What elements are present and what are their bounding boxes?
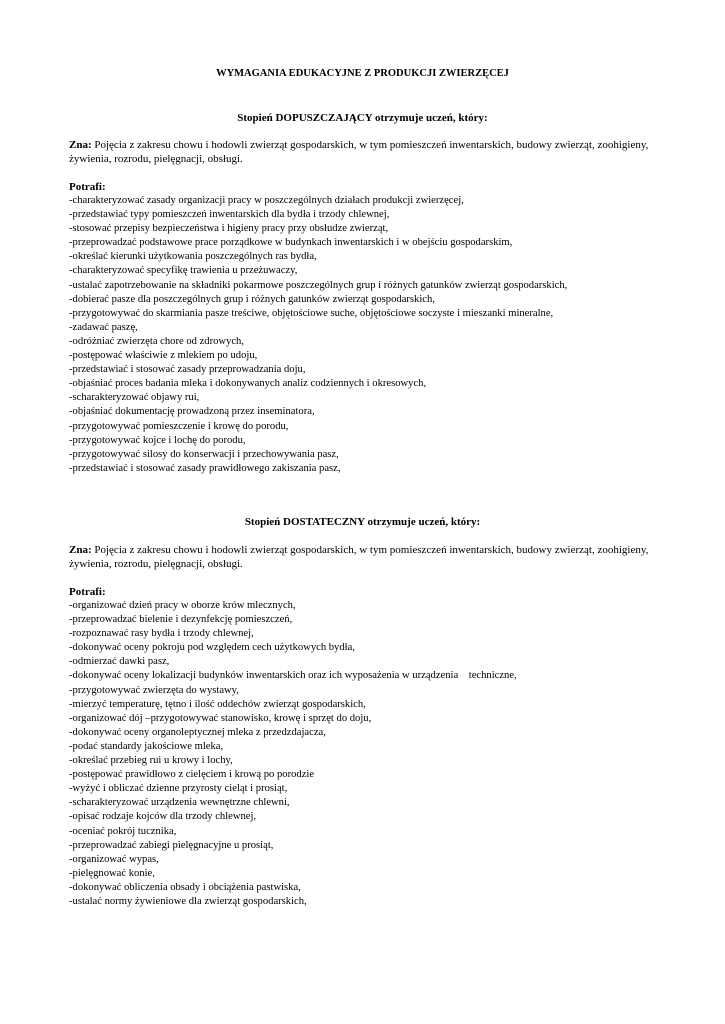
list-item: -określać przebieg rui u krowy i lochy, [69, 755, 233, 767]
list-item: -scharakteryzować objawy rui, [69, 392, 200, 404]
section-heading-dostateczny: Stopień DOSTATECZNY otrzymuje uczeń, który: [244, 516, 481, 528]
potrafi-label-dopuszczajacy: Potrafi: [69, 181, 106, 193]
list-item: -przeprowadzać bielenie i dezynfekcję pomieszczeń, [69, 614, 293, 626]
zna-paragraph-dostateczny [69, 543, 669, 571]
document-title: WYMAGANIA EDUKACYJNE Z PRODUKCJI ZWIERZĘCEJ [216, 68, 509, 79]
list-item: -przygotowywać zwierzęta do wystawy, [69, 684, 239, 696]
list-item: -mierzyć temperaturę, tętno i ilość oddechów zwierząt gospodarskich, [69, 698, 366, 710]
list-item: -przygotowywać pomieszczenie i krowę do porodu, [69, 420, 289, 432]
zna-text: Pojęcia z zakresu chowu i hodowli zwierząt gospodarskich, w tym pomieszczeń inwentarskich, budowy zwierząt, zoohigieny, żywienia, rozrodu, pielęgnacji, obsługi. [69, 544, 649, 570]
section-heading-dopuszczajacy: Stopień DOPUSZCZAJĄCY otrzymuje uczeń, który: [237, 112, 488, 124]
potrafi-label-dostateczny: Potrafi: [69, 586, 106, 598]
list-item: -przeprowadzać podstawowe prace porządkowe w budynkach inwentarskich i w obejściu gospodarskim, [69, 237, 513, 249]
list-item: -pielęgnować konie, [69, 867, 155, 879]
list-item: -dokonywać obliczenia obsady i obciążenia pastwiska, [69, 881, 301, 893]
list-item: -podać standardy jakościowe mleka, [69, 740, 224, 752]
list-item: -określać kierunki użytkowania poszczególnych ras bydła, [69, 251, 317, 263]
list-item: -ustalać normy żywieniowe dla zwierząt gospodarskich, [69, 895, 307, 907]
zna-paragraph-dopuszczajacy [69, 138, 669, 166]
zna-text: Pojęcia z zakresu chowu i hodowli zwierząt gospodarskich, w tym pomieszczeń inwentarskich, budowy zwierząt, zoohigieny, żywienia, rozrodu, pielęgnacji, obsługi. [69, 139, 649, 165]
list-item: -organizować dój –przygotowywać stanowisko, krowę i sprzęt do doju, [69, 712, 372, 724]
list-item: -opisać rodzaje kojców dla trzody chlewnej, [69, 811, 257, 823]
list-item: -przedstawiać typy pomieszczeń inwentarskich dla bydła i trzody chlewnej, [69, 209, 390, 221]
list-item: -dokonywać oceny pokroju pod względem cech użytkowych bydła, [69, 642, 355, 654]
list-item: -dokonywać oceny organoleptycznej mleka z przedzdajacza, [69, 726, 326, 738]
list-item: -charakteryzować zasady organizacji pracy w poszczególnych działach produkcji zwierzęcej, [69, 195, 464, 206]
list-item: -przygotowywać silosy do konserwacji i przechowywania pasz, [69, 448, 339, 460]
list-item: -charakteryzować specyfikę trawienia u przeżuwaczy, [69, 265, 298, 277]
list-item: -postępować właściwie z mlekiem po udoju, [69, 350, 258, 362]
list-item: -zadawać paszę, [69, 321, 138, 333]
list-item: -scharakteryzować urządzenia wewnętrzne chlewni, [69, 797, 290, 809]
list-item: -dokonywać oceny lokalizacji budynków inwentarskich oraz ich wyposażenia w urządzenia techniczne, [69, 670, 517, 682]
list-item: -stosować przepisy bezpieczeństwa i higieny pracy przy obsłudze zwierząt, [69, 223, 389, 235]
list-item: -postępować prawidłowo z cielęciem i krową po porodzie [69, 769, 315, 781]
list-item: -przedstawiać i stosować zasady przeprowadzania doju, [69, 364, 306, 376]
list-item: -rozpoznawać rasy bydła i trzody chlewnej, [69, 628, 254, 640]
list-item: -organizować wypas, [69, 853, 159, 865]
list-item: -przedstawiać i stosować zasady prawidłowego zakiszania pasz, [69, 462, 341, 474]
list-item: -organizować dzień pracy w oborze krów mlecznych, [69, 600, 296, 611]
list-item: -wyżyć i obliczać dzienne przyrosty cieląt i prosiąt, [69, 783, 288, 795]
list-item: -odmierzać dawki pasz, [69, 656, 170, 668]
list-item: -przeprowadzać zabiegi pielęgnacyjne u prosiąt, [69, 839, 274, 851]
list-item: -objaśniać dokumentację prowadzoną przez inseminatora, [69, 406, 315, 418]
skill-list-dostateczny [69, 599, 689, 909]
list-item: -przygotowywać do skarmiania pasze treściwe, objętościowe suche, objętościowe soczyste i mieszanki mineralne, [69, 307, 554, 319]
list-item: -odróżniać zwierzęta chore od zdrowych, [69, 335, 244, 347]
list-item: -objaśniać proces badania mleka i dokonywanych analiz codziennych i okresowych, [69, 378, 427, 390]
list-item: -dobierać pasze dla poszczególnych grup i różnych gatunków zwierząt gospodarskich, [69, 293, 435, 305]
list-item: -oceniać pokrój tucznika, [69, 825, 177, 837]
zna-label: Zna: [69, 544, 92, 556]
skill-list-dopuszczajacy [69, 194, 689, 476]
list-item: -ustalać zapotrzebowanie na składniki pokarmowe poszczególnych grup i różnych gatunków zwierząt gospodarskich, [69, 279, 568, 291]
zna-label: Zna: [69, 139, 92, 151]
list-item: -przygotowywać kojce i lochę do porodu, [69, 434, 246, 446]
